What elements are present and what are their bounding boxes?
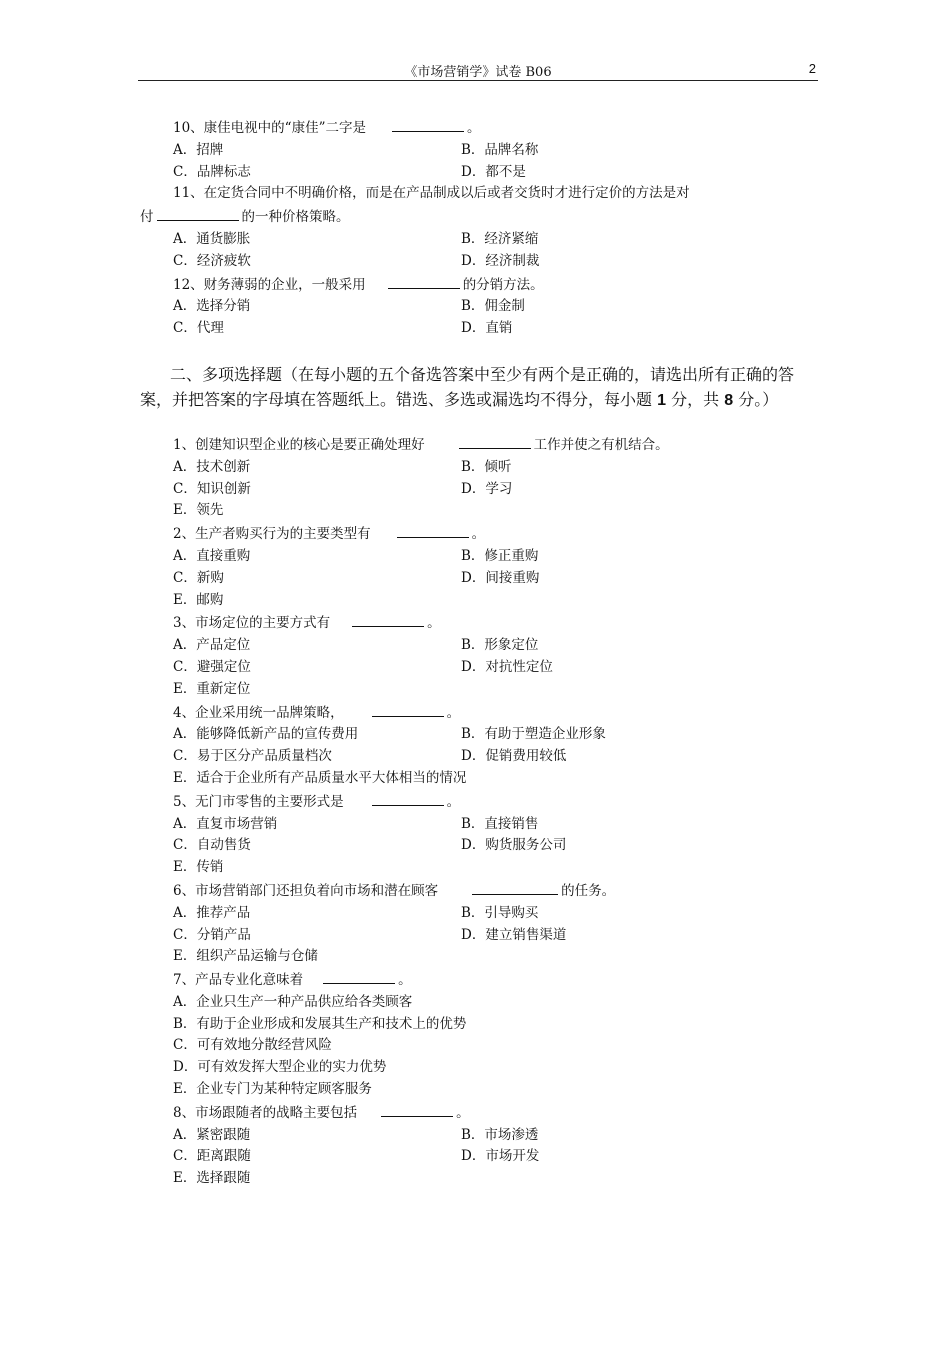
option-b: B．品牌名称: [461, 141, 539, 158]
option-a: A．产品定位: [173, 637, 251, 654]
option-b: B．佣金制: [461, 298, 525, 315]
option-e: E．领先: [173, 502, 224, 519]
section-text: 二、多项选择题（在每小题的五个备选答案中至少有两个是正确的，请选出所有正确的答案，并把答案的字母填在答题纸上。错选、多选或漏选均不得分，每小题: [140, 364, 795, 409]
options-row: [140, 1014, 820, 1036]
question-suffix: 的分销方法。: [462, 276, 544, 293]
option-a: A．企业只生产一种产品供应给各类顾客: [173, 993, 413, 1010]
option-a: A．技术创新: [173, 458, 251, 475]
question-text: 2、生产者购买行为的主要类型有: [173, 526, 371, 543]
question-m5: [140, 790, 820, 814]
answer-blank: [157, 205, 239, 221]
option-c: C．知识创新: [173, 480, 251, 497]
option-b: B．有助于企业形成和发展其生产和技术上的优势: [173, 1015, 467, 1032]
option-c: C．易于区分产品质量档次: [173, 748, 332, 765]
question-text: 1、创建知识型企业的核心是要正确处理好: [173, 436, 425, 453]
option-e: E．重新定位: [173, 680, 251, 697]
answer-blank: [397, 522, 469, 538]
option-a: A．直复市场营销: [173, 815, 278, 832]
question-suffix: 。: [466, 120, 481, 136]
option-a: A．紧密跟随: [173, 1126, 251, 1143]
option-c: C．距离跟随: [173, 1148, 251, 1165]
question-m7: [140, 968, 820, 992]
question-text: 8、市场跟随者的战略主要包括: [173, 1104, 358, 1121]
answer-blank: [323, 968, 395, 984]
section-text: 分，共: [671, 389, 720, 409]
total-points: 8: [724, 391, 734, 409]
option-a: A．推荐产品: [173, 904, 251, 921]
option-b: B．倾听: [461, 458, 512, 475]
options-row: [140, 568, 820, 590]
options-row: [140, 679, 820, 701]
option-a: A．选择分销: [173, 298, 251, 315]
section-text: 分。）: [738, 389, 779, 409]
option-c: C．代理: [173, 320, 224, 337]
options-row: [140, 857, 820, 879]
option-c: C．新购: [173, 569, 224, 586]
option-d: D．直销: [461, 320, 513, 337]
exam-content: [140, 116, 820, 1190]
option-a: A．能够降低新产品的宣传费用: [173, 726, 359, 743]
option-c: C．经济疲软: [173, 252, 251, 269]
options-row: [140, 657, 820, 679]
option-d: D．促销费用较低: [461, 748, 567, 765]
option-e: E．邮购: [173, 591, 224, 608]
option-a: A．直接重购: [173, 547, 251, 564]
option-d: D．市场开发: [461, 1148, 540, 1165]
question-10: [140, 116, 820, 140]
options-row: [140, 457, 820, 479]
question-m1: [140, 433, 820, 457]
question-m3: [140, 611, 820, 635]
question-suffix: 的任务。: [561, 882, 616, 899]
option-d: D．可有效发挥大型企业的实力优势: [173, 1059, 387, 1076]
options-row: [140, 1057, 820, 1079]
question-suffix: 。: [446, 704, 461, 721]
option-e: E．传销: [173, 859, 224, 876]
question-suffix: 的一种价格策略。: [241, 209, 350, 226]
question-m8: [140, 1101, 820, 1125]
option-d: D．间接重购: [461, 569, 540, 586]
option-d: D．对抗性定位: [461, 658, 553, 675]
options-row: [140, 903, 820, 925]
options-row: [140, 835, 820, 857]
answer-blank: [372, 701, 444, 717]
option-b: B．修正重购: [461, 547, 539, 564]
question-11: [140, 183, 820, 205]
answer-blank: [459, 433, 531, 449]
option-d: D．购货服务公司: [461, 837, 567, 854]
question-text: 7、产品专业化意味着: [173, 972, 304, 989]
answer-blank: [472, 879, 558, 895]
question-text: 付: [140, 209, 154, 226]
option-c: C．品牌标志: [173, 163, 251, 180]
options-row: [140, 546, 820, 568]
option-b: B．形象定位: [461, 637, 539, 654]
question-text: 12、财务薄弱的企业，一般采用: [173, 276, 366, 293]
option-e: E．适合于企业所有产品质量水平大体相当的情况: [173, 769, 467, 786]
options-row: [140, 1125, 820, 1147]
options-row: [140, 746, 820, 768]
section-2-instructions: [140, 362, 820, 413]
option-c: C．避强定位: [173, 658, 251, 675]
page-number: 2: [808, 61, 816, 76]
question-suffix: 。: [427, 615, 441, 632]
question-12: [140, 273, 820, 297]
options-row: [140, 296, 820, 318]
options-row: [140, 590, 820, 612]
question-m4: [140, 701, 820, 725]
option-b: B．直接销售: [461, 815, 539, 832]
answer-blank: [372, 790, 444, 806]
question-11-continued: [140, 205, 820, 229]
option-c: C．自动售货: [173, 837, 251, 854]
options-row: [140, 479, 820, 501]
options-row: [140, 946, 820, 968]
options-row: [140, 1079, 820, 1101]
option-a: A．通货膨胀: [173, 230, 251, 247]
points-per-question: 1: [657, 391, 667, 409]
option-c: C．可有效地分散经营风险: [173, 1037, 332, 1054]
option-a: A．招牌: [173, 141, 224, 158]
options-row: [140, 251, 820, 273]
question-text: 5、无门市零售的主要形式是: [173, 793, 344, 810]
option-e: E．组织产品运输与仓储: [173, 948, 318, 965]
option-b: B．引导购买: [461, 904, 539, 921]
options-row: [140, 925, 820, 947]
option-d: D．学习: [461, 480, 513, 497]
question-text: 10、康佳电视中的“康佳”二字是: [173, 120, 366, 136]
question-text: 11、在定货合同中不明确价格，而是在产品制成以后或者交货时才进行定价的方法是对: [173, 185, 690, 202]
options-row: [140, 635, 820, 657]
page-header: [138, 58, 818, 81]
options-row: [140, 1168, 820, 1190]
question-suffix: 。: [471, 526, 486, 543]
answer-blank: [392, 116, 464, 132]
options-row: [140, 1146, 820, 1168]
option-b: B．市场渗透: [461, 1126, 539, 1143]
option-d: D．都不是: [461, 163, 526, 180]
question-suffix: 。: [456, 1104, 470, 1121]
answer-blank: [381, 1101, 453, 1117]
options-row: [140, 814, 820, 836]
exam-title: 《市场营销学》试卷 B06: [404, 65, 552, 80]
options-row: [140, 318, 820, 340]
option-b: B．有助于塑造企业形象: [461, 726, 606, 743]
option-e: E．企业专门为某种特定顾客服务: [173, 1081, 372, 1098]
options-row: [140, 229, 820, 251]
option-e: E．选择跟随: [173, 1170, 251, 1187]
option-d: D．经济制裁: [461, 252, 540, 269]
question-m2: [140, 522, 820, 546]
question-text: 3、市场定位的主要方式有: [173, 615, 331, 632]
options-row: [140, 768, 820, 790]
options-row: [140, 724, 820, 746]
options-row: [140, 500, 820, 522]
option-b: B．经济紧缩: [461, 230, 539, 247]
options-row: [140, 140, 820, 162]
question-text: 4、企业采用统一品牌策略，: [173, 704, 344, 721]
option-c: C．分销产品: [173, 926, 251, 943]
question-suffix: 。: [446, 793, 461, 810]
question-text: 6、市场营销部门还担负着向市场和潜在顾客: [173, 882, 439, 899]
answer-blank: [352, 611, 424, 627]
answer-blank: [388, 273, 460, 289]
option-d: D．建立销售渠道: [461, 926, 567, 943]
question-m6: [140, 879, 820, 903]
question-suffix: 工作并使之有机结合。: [533, 436, 669, 453]
options-row: [140, 162, 820, 184]
options-row: [140, 1035, 820, 1057]
question-suffix: 。: [398, 972, 412, 989]
options-row: [140, 992, 820, 1014]
